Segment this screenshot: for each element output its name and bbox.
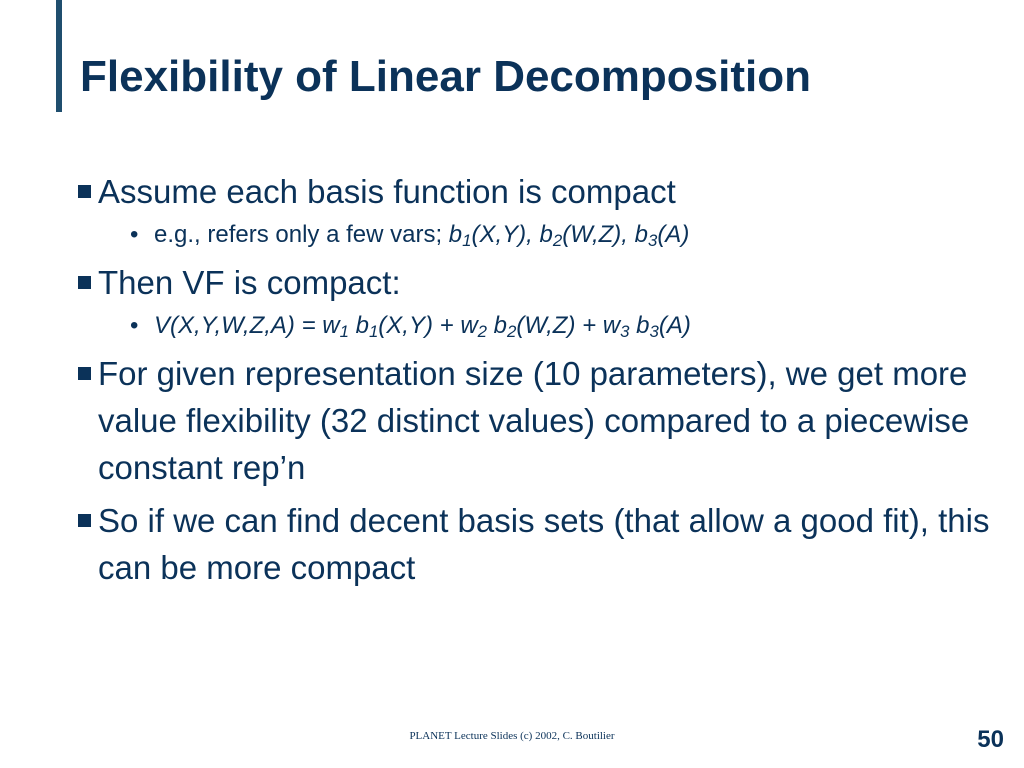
basis-functions-expression: $b_1(X,Y)$, $b_2(W,Z)$, $b_3(A)$ (448, 221, 690, 251)
square-bullet-icon (78, 185, 91, 198)
sub-bullet-item (130, 308, 998, 344)
bullet-item (78, 168, 998, 215)
slide-title: Flexibility of Linear Decomposition (80, 52, 811, 101)
sub-bullet-text (130, 217, 998, 253)
bullet-item (78, 497, 998, 591)
bullet-item (78, 259, 998, 306)
title-accent-bar (56, 0, 62, 112)
footer-credit: PLANET Lecture Slides (c) 2002, C. Boutilier (409, 730, 615, 742)
bullet-item (78, 350, 998, 491)
value-function-formula: $V(X,Y,W,Z,A) = w_1$ $b_1(X,Y) + w_2$ $b_2(W,Z) + w_3$ $b_3(A)$ (154, 312, 691, 342)
page-number: 50 (977, 726, 1004, 753)
dot-bullet-icon: • (130, 221, 139, 248)
bullet-text: Assume each basis function is compact (98, 173, 676, 210)
sub-bullet-item (130, 217, 998, 253)
bullet-text: Then VF is compact: (98, 264, 401, 301)
slide-body (78, 168, 998, 591)
bullet-text: So if we can find decent basis sets (that allow a good fit), this can be more compact (98, 502, 990, 586)
square-bullet-icon (78, 276, 91, 289)
square-bullet-icon (78, 514, 91, 527)
dot-bullet-icon: • (130, 312, 139, 339)
bullet-text: For given representation size (10 parameters), we get more value flexibility (32 distinct values) compared to a piecewise constant rep’n (98, 355, 970, 486)
sub-bullet-prefix: e.g., refers only a few vars; (154, 221, 449, 248)
square-bullet-icon (78, 367, 91, 380)
